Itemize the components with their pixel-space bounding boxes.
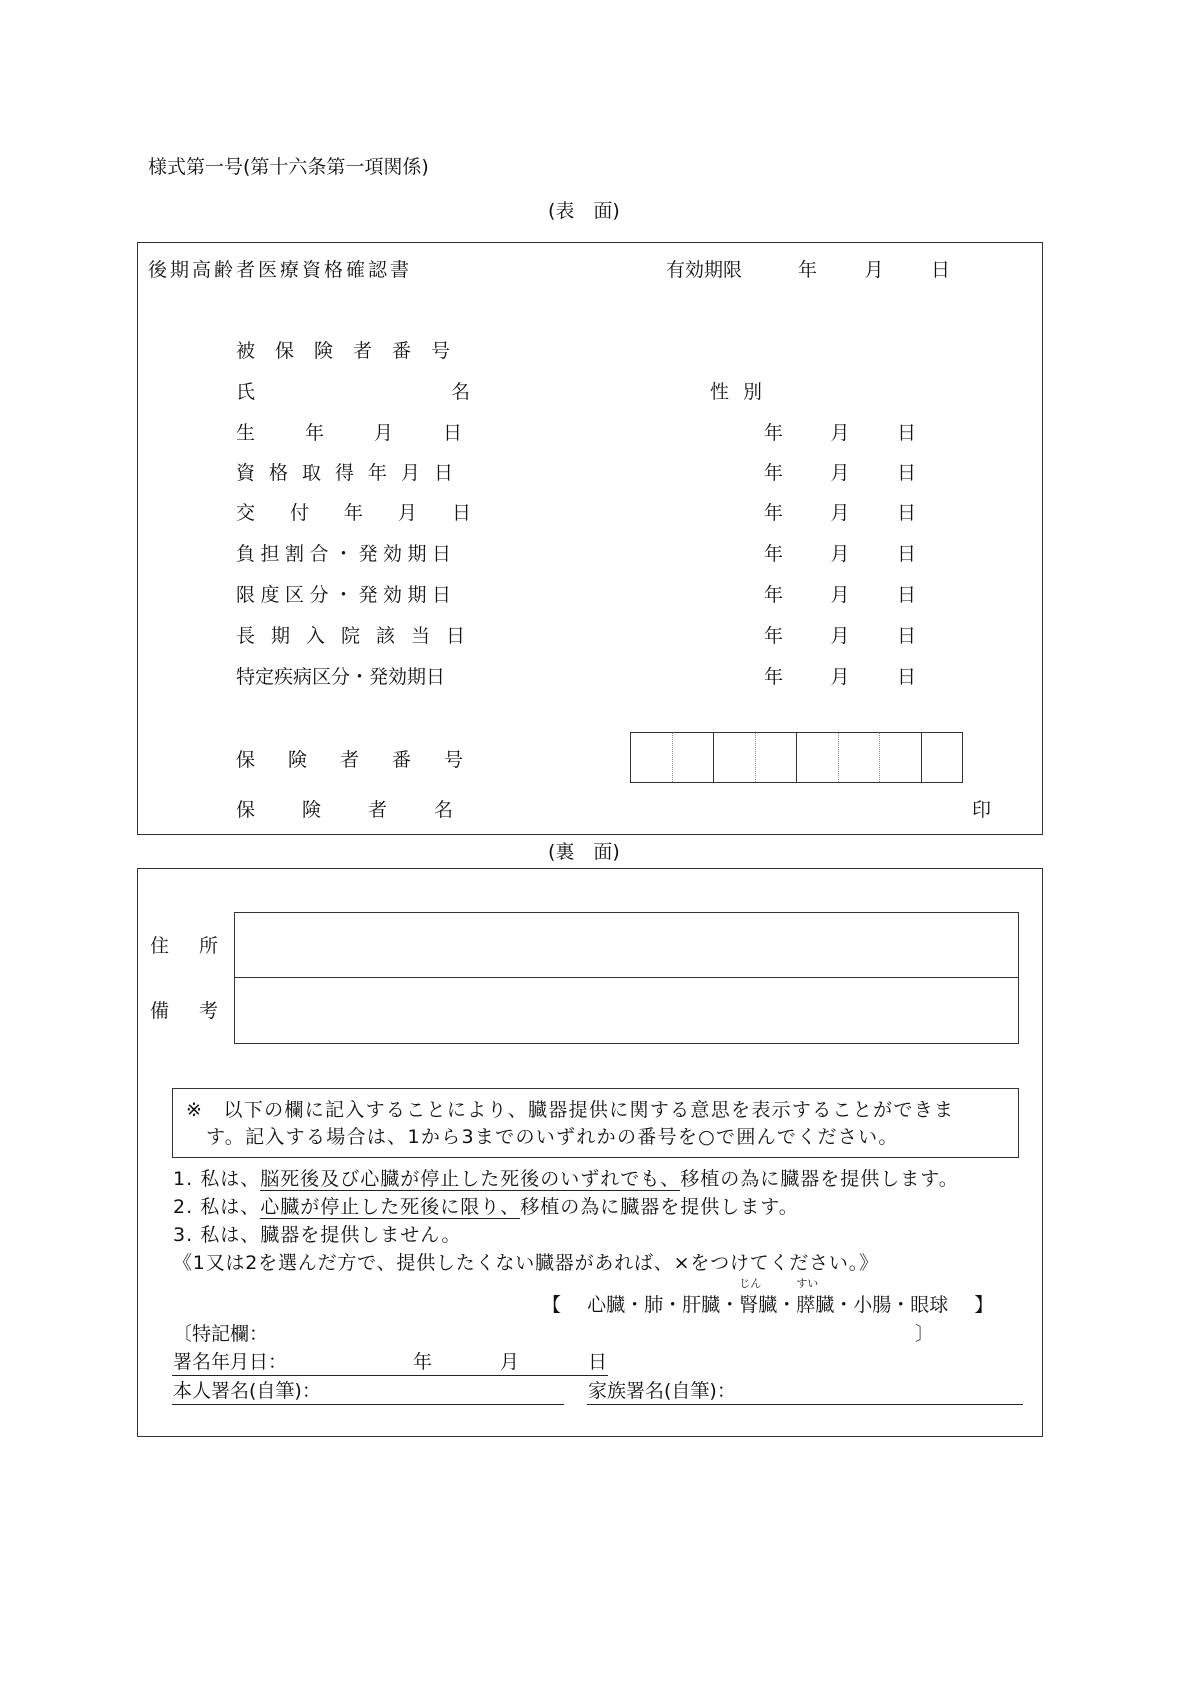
organ-heart[interactable]: 心臓: [587, 1294, 626, 1316]
special-notes-label: 〔特記欄：: [173, 1323, 269, 1345]
back-side-label: (裏 面): [548, 841, 620, 863]
field-issue-date: 交付年月日: [236, 502, 507, 524]
signature-date-year-unit: 年: [413, 1351, 433, 1373]
year-unit: 年: [764, 625, 784, 647]
month-unit: 月: [830, 543, 850, 565]
organ-small-intestine[interactable]: 小腸: [853, 1294, 892, 1316]
field-specific-disease: 特定疾病区分・発効期日: [236, 666, 446, 688]
family-signature-line[interactable]: [587, 1404, 1023, 1405]
separator: ・: [663, 1294, 683, 1316]
day-unit: 日: [896, 625, 916, 647]
month-unit: 月: [830, 462, 850, 484]
organ-list-close: 】: [974, 1294, 994, 1316]
option-2-pre: 私は、: [200, 1196, 261, 1218]
field-burden-ratio: 負担割合・発効期日: [236, 543, 457, 565]
field-qualification-date: 資格取得年月日: [236, 462, 468, 484]
insurer-number-label: 保険者番号: [236, 749, 497, 771]
seal-mark: 印: [972, 799, 992, 821]
validity-month-unit: 月: [864, 259, 884, 281]
notice-line-2: す。記入する場合は、1から3までのいずれかの番号を○で囲んでください。: [206, 1126, 899, 1148]
month-unit: 月: [830, 666, 850, 688]
digit-box[interactable]: [879, 733, 921, 782]
issue-date-value[interactable]: [764, 504, 916, 523]
option-2[interactable]: [173, 1198, 799, 1217]
option-1-number: 1.: [173, 1168, 194, 1190]
remarks-label: 備考: [150, 1000, 249, 1022]
remarks-field[interactable]: [234, 977, 1019, 1044]
day-unit: 日: [896, 584, 916, 606]
exclusion-note: 《1又は2を選んだ方で、提供したくない臓器があれば、×をつけてください。》: [173, 1252, 879, 1274]
digit-box[interactable]: [755, 733, 797, 782]
option-2-underlined: 心臓が停止した死後に限り、: [260, 1196, 521, 1218]
signature-date-month-unit: 月: [500, 1351, 520, 1373]
validity-day-unit: 日: [930, 259, 950, 281]
separator: ・: [891, 1294, 911, 1316]
insurer-number-boxes[interactable]: [630, 732, 963, 783]
limit-category-date-value[interactable]: [764, 586, 916, 605]
separator: ・: [777, 1294, 797, 1316]
month-unit: 月: [830, 422, 850, 444]
self-signature-line[interactable]: [172, 1404, 564, 1405]
option-2-number: 2.: [173, 1196, 194, 1218]
separator: ・: [834, 1294, 854, 1316]
digit-box[interactable]: [672, 733, 714, 782]
year-unit: 年: [764, 543, 784, 565]
special-notes-field[interactable]: [290, 1322, 910, 1346]
special-notes-close: 〕: [915, 1323, 935, 1345]
day-unit: 日: [896, 462, 916, 484]
option-2-post: 移植の為に臓器を提供します。: [520, 1196, 799, 1218]
front-side-label: (表 面): [548, 200, 620, 222]
insurer-name-label: 保険者名: [236, 799, 501, 821]
digit-box[interactable]: [838, 733, 880, 782]
digit-box[interactable]: [796, 733, 838, 782]
day-unit: 日: [896, 422, 916, 444]
form-id: 様式第一号(第十六条第一項関係): [148, 156, 429, 178]
day-unit: 日: [896, 666, 916, 688]
validity-date[interactable]: [798, 261, 950, 280]
organ-pancreas[interactable]: 膵臓: [796, 1294, 835, 1316]
day-unit: 日: [896, 543, 916, 565]
specific-disease-date-value[interactable]: [764, 668, 916, 687]
address-field[interactable]: [234, 912, 1019, 978]
option-1[interactable]: [173, 1170, 959, 1189]
field-name-label: 氏名: [236, 381, 667, 403]
digit-box[interactable]: [713, 733, 755, 782]
option-3-post: 臓器を提供しません。: [260, 1224, 462, 1246]
field-limit-category: 限度区分・発効期日: [236, 584, 457, 606]
organ-liver[interactable]: 肝臓: [682, 1294, 721, 1316]
long-term-hospitalization-date-value[interactable]: [764, 627, 916, 646]
field-long-term-hospitalization: 長期入院該当日: [236, 625, 482, 647]
option-1-underlined: 脳死後及び心臓が停止した死後のいずれでも、: [260, 1168, 681, 1190]
year-unit: 年: [764, 462, 784, 484]
year-unit: 年: [764, 502, 784, 524]
month-unit: 月: [830, 502, 850, 524]
day-unit: 日: [896, 502, 916, 524]
organ-list-open: 【: [542, 1294, 562, 1316]
year-unit: 年: [764, 584, 784, 606]
field-insured-number: 被保険者番号: [236, 340, 471, 362]
year-unit: 年: [764, 666, 784, 688]
option-3[interactable]: [173, 1226, 461, 1245]
signature-date-line[interactable]: [172, 1375, 608, 1376]
option-3-number: 3.: [173, 1224, 194, 1246]
option-3-pre: 私は、: [200, 1224, 261, 1246]
organ-kidney[interactable]: 腎臓: [739, 1294, 778, 1316]
signature-date-label: 署名年月日：: [173, 1351, 288, 1373]
field-birthdate: 生年月日: [236, 422, 513, 444]
separator: ・: [625, 1294, 645, 1316]
birthdate-value[interactable]: [764, 424, 916, 443]
family-signature-label: 家族署名(自筆)：: [588, 1380, 736, 1402]
separator: ・: [720, 1294, 740, 1316]
burden-ratio-date-value[interactable]: [764, 545, 916, 564]
field-name: [236, 381, 667, 403]
ruby-jin: じん: [739, 1277, 762, 1290]
validity-year-unit: 年: [798, 259, 818, 281]
validity-label: 有効期限: [666, 259, 743, 281]
organ-lung[interactable]: 肺: [644, 1294, 664, 1316]
organ-list: [542, 1277, 994, 1316]
self-signature-label: 本人署名(自筆)：: [173, 1380, 321, 1402]
ruby-sui: すい: [796, 1277, 819, 1290]
month-unit: 月: [830, 625, 850, 647]
digit-box[interactable]: [631, 733, 672, 782]
option-1-pre: 私は、: [200, 1168, 261, 1190]
option-1-post: 移植の為に臓器を提供します。: [680, 1168, 959, 1190]
organ-eye[interactable]: 眼球: [910, 1294, 949, 1316]
year-unit: 年: [764, 422, 784, 444]
month-unit: 月: [830, 584, 850, 606]
signature-date-day-unit: 日: [588, 1351, 608, 1373]
notice-line-1: ※ 以下の欄に記入することにより、臓器提供に関する意思を表示することができま: [186, 1099, 955, 1121]
qualification-date-value[interactable]: [764, 464, 916, 483]
card-title: 後期高齢者医療資格確認書: [148, 259, 413, 281]
sex-label: 性別: [710, 381, 777, 403]
digit-box[interactable]: [921, 733, 963, 782]
address-label: 住所: [150, 935, 249, 957]
